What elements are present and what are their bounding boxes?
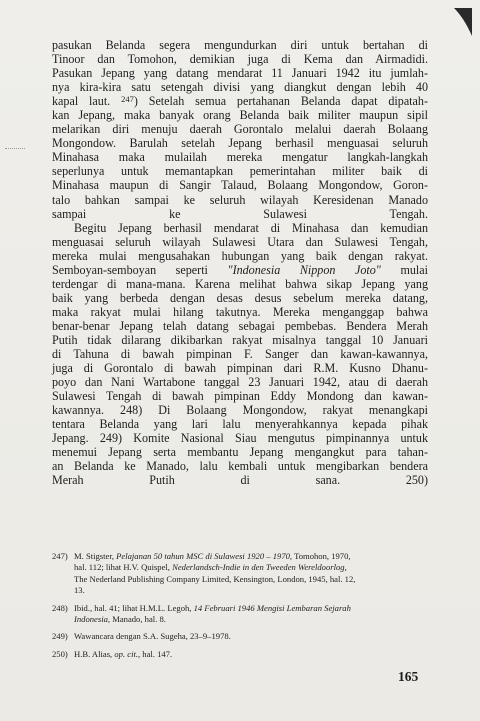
footnote-number: 248) (52, 602, 68, 613)
text-line: maka rakyat mulai hilang takutnya. Mereka menganggap bahwa (52, 304, 428, 319)
text-line: kapal laut. $^{247}$) Setelah semua pertahanan Belanda dapat dipatah- (52, 94, 428, 109)
text-line: Mongondow. Barulah setelah Jepang berhasil menguasai seluruh (52, 136, 428, 151)
text-line: Semboyan-semboyan seperti "Indonesia Nippon Joto" mulai (52, 262, 428, 277)
text-line: kan Jepang, maka banyak orang Belanda baik militer maupun sipil (52, 108, 428, 123)
text-line: sampai ke Sulawesi Tengah. (52, 206, 428, 221)
text-line: Jepang. 249) Komite Nasional Siau mengutus pimpinannya untuk (52, 431, 428, 446)
text-line: kawannya. 248) Di Bolaang Mongondow, rakyat menangkapi (52, 403, 428, 418)
text-line: pasukan Belanda segera mengundurkan diri untuk bertahan di (52, 38, 428, 52)
text-line: Sulawesi Tengah di bawah pimpinan Eddy Mondong dan kawan- (52, 389, 428, 404)
text-line: mereka mulai mengusahakan hubungan yang baik dengan rakyat. (52, 248, 428, 263)
text-line: Tinoor dan Tomohon, demikian juga di Kema dan Airmadidi. (52, 52, 428, 67)
text-line: talo bahkan sampai ke seluruh wilayah Keresidenan Manado (52, 192, 428, 207)
footnote-249 (52, 631, 428, 642)
text-line: menguasai seluruh wilayah Sulawesi Utara dan Sulawesi Tengah, (52, 234, 428, 249)
footnote-247 (52, 551, 428, 597)
page-corner-mark (452, 8, 472, 36)
footnote-line: Ibid., hal. 41; lihat H.M.L. Legoh, 14 Februari 1946 Mengisi Lembaran Sejarah (74, 602, 351, 613)
footnote-line: M. Stigster, Pelajanan 50 tahun MSC di Sulawesi 1920 – 1970, Tomohon, 1970, (74, 551, 351, 561)
text-line: poyo dan Nani Wartabone tanggal 23 Januari 1942, atau di daerah (52, 375, 428, 390)
text-line: Pasukan Jepang yang datang mendarat 11 Januari 1942 itu jumlah- (52, 66, 428, 81)
text-line: nya kira-kira satu setengah divisi yang diangkut dengan lebih 40 (52, 80, 428, 95)
text-line: seperlunya untuk memantapkan pemerintahan militer baik di (52, 164, 428, 179)
text-line: terdengar di mana-mana. Karena melihat bahwa sikap Jepang yang (52, 276, 428, 291)
text-line: Begitu Jepang berhasil mendarat di Minahasa dan kemudian (74, 220, 428, 235)
footnote-line: H.B. Alias, op. cit., hal. 147. (74, 648, 173, 659)
footnote-line: The Nederland Publishing Company Limited, Kensington, London, 1945, hal. 12, (74, 573, 356, 584)
text-line: di Tahuna di bawah pimpinan F. Sanger dan kawan-kawannya, (52, 347, 428, 362)
text-line: an Belanda ke Manado, lalu kembali untuk mengibarkan bendera (52, 459, 428, 474)
footnote-line: 13. (74, 585, 85, 596)
text-line: baik yang berbeda dengan desas desus sebelum mereka datang, (52, 290, 428, 305)
main-text (52, 38, 428, 488)
footnote-ref: 247 (121, 94, 134, 105)
footnote-line: hal. 112; lihat H.V. Quispel, Nederlandsch-Indie in den Tweeden Wereldoorlog, (74, 562, 347, 573)
text-line: Putih tidak dilarang dikibarkan rakyat misalnya tanggal 10 Januari (52, 332, 428, 347)
text-line: melarikan diri menuju daerah Gorontalo melalui daerah Bolaang (52, 122, 428, 137)
footnotes (52, 551, 428, 666)
margin-dash-mark (5, 148, 25, 151)
footnote-number: 247) (52, 551, 68, 561)
footnote-number: 249) (52, 631, 68, 642)
footnote-line: Wawancara dengan S.A. Sugeha, 23–9–1978. (74, 631, 231, 642)
text-line: Merah Putih di sana. 250) (52, 473, 428, 488)
footnote-number: 250) (52, 648, 68, 659)
page-number: 165 (398, 669, 419, 684)
text-line: Minahasa maupun di Sangir Talaud, Bolaang Mongondow, Goron- (52, 178, 428, 193)
footnote-line: Indonesia, Manado, hal. 8. (74, 614, 166, 625)
text-line: juga di Gorontalo di bawah pimpinan dari R.M. Kusno Dhanu- (52, 361, 428, 376)
text-line: benar-benar Jepang telah datang sebagai pembebas. Bendera Merah (52, 318, 428, 333)
text-line: tentara Belanda yang lari lalu menyerahkannya kepada pihak (52, 417, 428, 432)
footnote-248 (52, 603, 428, 626)
text-line: Minahasa maka mulailah mereka mengatur langkah-langkah (52, 150, 428, 165)
footnote-250 (52, 649, 428, 660)
text-line: menemui Jepang serta membantu Jepang mengangkut para tahan- (52, 445, 428, 460)
